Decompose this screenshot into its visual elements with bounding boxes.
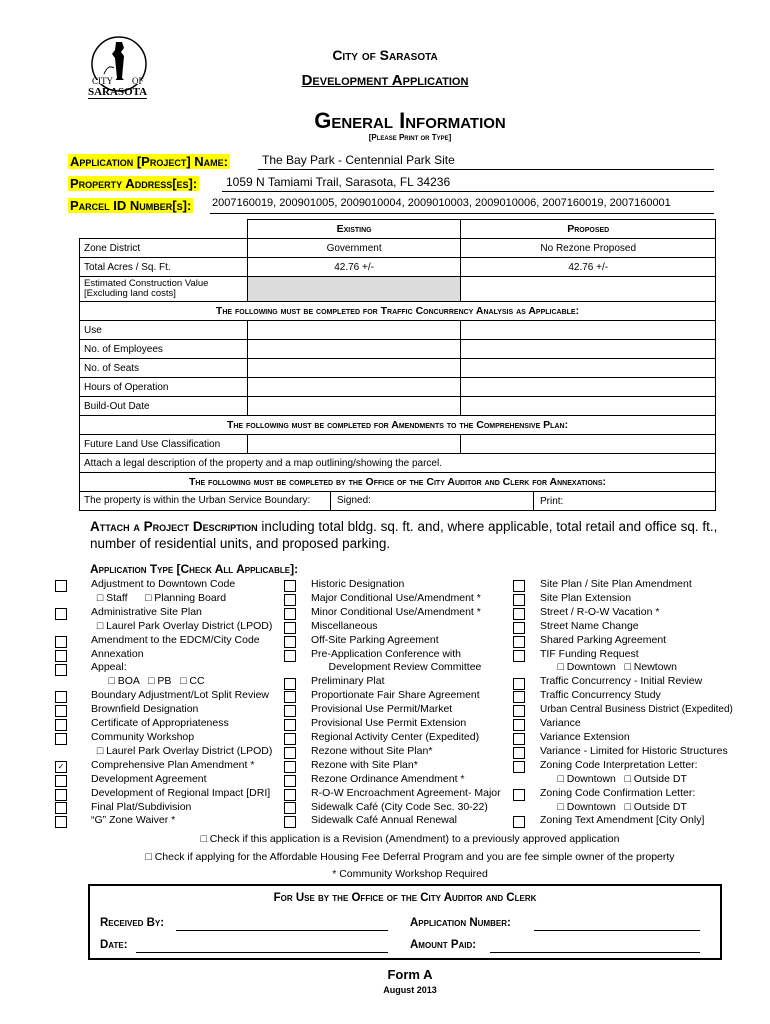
office-use-box bbox=[88, 884, 722, 960]
logo-text-city: CITY bbox=[92, 76, 113, 86]
comp-plan-section-header: The following must be completed for Amendments to the Comprehensive Plan: bbox=[80, 416, 716, 435]
row-label: Hours of Operation bbox=[80, 378, 248, 397]
revision-note[interactable]: □ Check if this application is a Revision (Amendment) to a previously approved application bbox=[200, 833, 620, 845]
app-name-label: Application [Project] Name: bbox=[70, 154, 228, 169]
checkbox[interactable] bbox=[55, 719, 67, 731]
app-type-option[interactable]: Variance bbox=[540, 717, 581, 730]
table-row bbox=[80, 397, 716, 416]
app-type-option[interactable]: Administrative Site Plan bbox=[91, 605, 202, 618]
app-type-option[interactable]: TIF Funding Request bbox=[540, 647, 639, 660]
checkbox[interactable] bbox=[513, 789, 525, 801]
checkbox[interactable] bbox=[284, 775, 296, 787]
row-label: Use bbox=[80, 321, 248, 340]
app-type-option[interactable]: Pre-Application Conference with bbox=[311, 647, 461, 660]
legal-description-note: Attach a legal description of the property and a map outlining/showing the parcel. bbox=[80, 454, 716, 473]
annexation-section-header: The following must be completed by the Office of the City Auditor and Clerk for Annexations: bbox=[80, 473, 716, 492]
app-type-option[interactable]: Sidewalk Café Annual Renewal bbox=[311, 814, 457, 827]
address-label: Property Address[es]: bbox=[70, 176, 198, 191]
app-type-option[interactable]: “G” Zone Waiver * bbox=[91, 814, 176, 827]
form-label: Form A bbox=[387, 967, 433, 982]
app-type-option[interactable]: R-O-W Encroachment Agreement- Major bbox=[311, 786, 501, 799]
app-type-option[interactable]: Development Review Committee bbox=[311, 661, 482, 674]
proposed-value[interactable]: No Rezone Proposed bbox=[461, 239, 716, 258]
checkbox[interactable] bbox=[284, 636, 296, 648]
received-by-label: Received By: bbox=[100, 917, 165, 929]
app-number-label: Application Number: bbox=[410, 917, 511, 929]
form-date: August 2013 bbox=[383, 985, 437, 995]
app-type-option[interactable]: Zoning Code Confirmation Letter: bbox=[540, 786, 696, 799]
office-box-title: For Use by the Office of the City Auditor and Clerk bbox=[273, 892, 537, 904]
app-type-option[interactable]: Zoning Text Amendment [City Only] bbox=[540, 814, 705, 827]
app-type-option[interactable]: Site Plan / Site Plan Amendment bbox=[540, 578, 692, 590]
existing-value[interactable] bbox=[247, 397, 461, 416]
checkbox[interactable] bbox=[55, 580, 67, 592]
app-type-option[interactable]: Regional Activity Center (Expedited) bbox=[311, 730, 480, 743]
checkbox[interactable] bbox=[513, 636, 525, 648]
usb-label: The property is within the Urban Service Boundary: bbox=[80, 492, 331, 510]
app-type-option[interactable]: Miscellaneous bbox=[311, 619, 378, 632]
existing-value[interactable] bbox=[247, 340, 461, 359]
proposed-value[interactable] bbox=[461, 397, 716, 416]
app-type-option[interactable]: Preliminary Plat bbox=[311, 675, 385, 688]
checkbox[interactable] bbox=[284, 622, 296, 634]
app-number-line[interactable] bbox=[534, 930, 700, 931]
date-label: Date: bbox=[100, 939, 128, 951]
checkbox[interactable] bbox=[55, 816, 67, 828]
checkbox[interactable] bbox=[513, 705, 525, 717]
app-type-option[interactable]: Amendment to the EDCM/City Code bbox=[91, 633, 260, 646]
existing-value[interactable] bbox=[247, 359, 461, 378]
app-type-col1 bbox=[91, 578, 272, 828]
doc-title: Development Application bbox=[301, 72, 469, 89]
logo-text-of: OF bbox=[132, 76, 144, 86]
checkbox[interactable] bbox=[284, 650, 296, 662]
proposed-value[interactable] bbox=[461, 277, 716, 302]
checkbox[interactable] bbox=[55, 650, 67, 662]
existing-col-header: Existing bbox=[247, 220, 461, 239]
checkbox[interactable] bbox=[513, 691, 525, 703]
row-label: Total Acres / Sq. Ft. bbox=[80, 258, 248, 277]
checkbox[interactable] bbox=[55, 775, 67, 787]
app-type-option[interactable]: Zoning Code Interpretation Letter: bbox=[540, 758, 698, 771]
checkbox[interactable] bbox=[55, 802, 67, 814]
app-type-option[interactable]: Street Name Change bbox=[540, 619, 639, 632]
checkbox[interactable]: ✓ bbox=[55, 761, 67, 773]
print-instruction: [Please Print or Type] bbox=[368, 133, 452, 142]
workshop-note: * Community Workshop Required bbox=[332, 868, 488, 880]
checkbox[interactable] bbox=[284, 580, 296, 592]
address-row bbox=[68, 175, 714, 193]
app-type-option[interactable]: □ BOA □ PB □ CC bbox=[91, 675, 205, 688]
address-line bbox=[222, 191, 714, 192]
app-type-option[interactable]: Urban Central Business District (Expedited) bbox=[540, 704, 733, 716]
app-type-option[interactable]: Sidewalk Café (City Code Sec. 30-22) bbox=[311, 800, 488, 813]
checkbox[interactable] bbox=[284, 678, 296, 690]
checkbox[interactable] bbox=[284, 789, 296, 801]
table-row bbox=[80, 359, 716, 378]
app-type-option[interactable]: □ Downtown □ Outside DT bbox=[540, 800, 687, 813]
checkbox[interactable] bbox=[513, 608, 525, 620]
checkbox[interactable] bbox=[55, 636, 67, 648]
parcel-row bbox=[68, 197, 714, 215]
checkbox[interactable] bbox=[513, 678, 525, 690]
proposed-value[interactable]: 42.76 +/- bbox=[461, 258, 716, 277]
app-type-col3 bbox=[540, 578, 733, 828]
city-header: City of Sarasota bbox=[332, 47, 438, 63]
checkbox[interactable] bbox=[284, 691, 296, 703]
app-type-option[interactable]: Proportionate Fair Share Agreement bbox=[311, 689, 480, 702]
app-type-option[interactable]: Brownfield Designation bbox=[91, 703, 199, 716]
address-value[interactable]: 1059 N Tamiami Trail, Sarasota, FL 34236 bbox=[226, 175, 451, 189]
app-type-option[interactable]: Rezone with Site Plan* bbox=[311, 758, 418, 771]
checkbox[interactable] bbox=[284, 816, 296, 828]
affordable-housing-note[interactable]: □ Check if applying for the Affordable Housing Fee Deferral Program and you are fee simple owner of the property bbox=[145, 851, 675, 863]
checkbox[interactable] bbox=[284, 594, 296, 606]
app-type-option[interactable]: Traffic Concurrency Study bbox=[540, 689, 661, 702]
section-title: General Information bbox=[314, 108, 506, 133]
checkbox[interactable] bbox=[55, 608, 67, 620]
proposed-value[interactable] bbox=[461, 340, 716, 359]
row-label: No. of Employees bbox=[80, 340, 248, 359]
parcel-value[interactable]: 2007160019, 200901005, 2009010004, 2009010003, 2009010006, 2007160019, 2007160001 bbox=[212, 197, 671, 209]
checkbox[interactable] bbox=[513, 580, 525, 592]
row-label: Estimated Construction Value [Excluding land costs] bbox=[80, 277, 248, 302]
app-type-option[interactable]: Final Plat/Subdivision bbox=[91, 800, 192, 813]
checkbox[interactable] bbox=[284, 747, 296, 759]
app-type-option[interactable]: Development Agreement bbox=[91, 772, 207, 785]
checkbox[interactable] bbox=[284, 761, 296, 773]
app-type-option[interactable]: Development of Regional Impact [DRI] bbox=[91, 786, 271, 799]
amount-paid-label: Amount Paid: bbox=[410, 939, 477, 951]
app-type-option[interactable]: Variance - Limited for Historic Structures bbox=[540, 744, 728, 757]
app-type-option[interactable]: □ Downtown □ Newtown bbox=[540, 661, 677, 674]
app-name-row bbox=[68, 153, 714, 171]
app-name-value[interactable]: The Bay Park - Centennial Park Site bbox=[262, 153, 455, 167]
app-type-option[interactable]: □ Laurel Park Overlay District (LPOD) bbox=[91, 619, 273, 632]
existing-value[interactable] bbox=[247, 435, 461, 454]
traffic-section-header: The following must be completed for Traffic Concurrency Analysis as Applicable: bbox=[80, 302, 716, 321]
attach-rest: including total bldg. sq. ft. and, where applicable, total retail and office sq. ft., number of residential units, and proposed parking. bbox=[90, 519, 718, 551]
checkbox[interactable] bbox=[513, 650, 525, 662]
app-type-option[interactable]: Certificate of Appropriateness bbox=[91, 717, 229, 730]
app-type-option[interactable]: Off-Site Parking Agreement bbox=[311, 633, 439, 646]
app-type-option[interactable]: Historic Designation bbox=[311, 578, 405, 590]
info-table bbox=[79, 219, 716, 511]
app-type-option[interactable]: Appeal: bbox=[91, 661, 127, 674]
app-type-option[interactable]: Street / R-O-W Vacation * bbox=[540, 605, 660, 618]
checkbox[interactable] bbox=[513, 594, 525, 606]
row-label: Future Land Use Classification bbox=[80, 435, 248, 454]
table-row bbox=[80, 435, 716, 454]
app-type-option[interactable]: Provisional Use Permit Extension bbox=[311, 717, 467, 730]
row-label: Build-Out Date bbox=[80, 397, 248, 416]
checkbox[interactable] bbox=[284, 733, 296, 745]
app-type-option[interactable]: Shared Parking Agreement bbox=[540, 633, 667, 646]
app-type-option[interactable]: Boundary Adjustment/Lot Split Review bbox=[91, 689, 270, 702]
app-type-option[interactable]: Community Workshop bbox=[91, 730, 195, 743]
date-line[interactable] bbox=[136, 952, 388, 953]
parcel-label: Parcel ID Number[s]: bbox=[70, 198, 192, 213]
app-type-option[interactable]: □ Staff □ Planning Board bbox=[91, 591, 227, 604]
table-row bbox=[80, 321, 716, 340]
checkbox[interactable] bbox=[284, 719, 296, 731]
blank-header-cell bbox=[80, 220, 248, 239]
app-type-option[interactable]: Site Plan Extension bbox=[540, 591, 632, 604]
app-type-col2 bbox=[311, 578, 501, 828]
attach-bold: Attach a Project Description bbox=[90, 519, 258, 534]
existing-value[interactable] bbox=[247, 277, 461, 302]
table-row bbox=[80, 378, 716, 397]
received-by-line[interactable] bbox=[176, 930, 388, 931]
signed-field[interactable]: Signed: bbox=[331, 492, 534, 510]
app-type-option[interactable]: Rezone without Site Plan* bbox=[311, 744, 433, 757]
app-type-option[interactable]: Annexation bbox=[91, 647, 144, 660]
app-type-option[interactable]: Minor Conditional Use/Amendment * bbox=[311, 605, 481, 618]
checkbox[interactable] bbox=[513, 816, 525, 828]
proposed-value[interactable] bbox=[461, 359, 716, 378]
row-label: No. of Seats bbox=[80, 359, 248, 378]
existing-value[interactable] bbox=[247, 378, 461, 397]
checkbox[interactable] bbox=[513, 719, 525, 731]
app-type-option[interactable]: Variance Extension bbox=[540, 730, 630, 743]
existing-value[interactable]: 42.76 +/- bbox=[247, 258, 461, 277]
existing-value[interactable]: Government bbox=[247, 239, 461, 258]
checkbox[interactable] bbox=[513, 761, 525, 773]
app-name-line bbox=[258, 169, 714, 170]
app-type-option[interactable]: Major Conditional Use/Amendment * bbox=[311, 591, 481, 604]
row-label: Zone District bbox=[80, 239, 248, 258]
table-row bbox=[80, 492, 716, 511]
proposed-value[interactable] bbox=[461, 321, 716, 340]
app-type-option[interactable]: □ Downtown □ Outside DT bbox=[540, 772, 687, 785]
table-row bbox=[80, 258, 716, 277]
checkbox[interactable] bbox=[284, 608, 296, 620]
checkbox[interactable] bbox=[284, 802, 296, 814]
checkbox[interactable] bbox=[55, 733, 67, 745]
checkbox[interactable] bbox=[284, 705, 296, 717]
checkbox[interactable] bbox=[513, 733, 525, 745]
table-row bbox=[80, 277, 716, 302]
checkbox[interactable] bbox=[55, 705, 67, 717]
app-type-label: Application Type [Check All Applicable]: bbox=[90, 562, 299, 576]
city-logo bbox=[86, 34, 152, 106]
existing-value[interactable] bbox=[247, 321, 461, 340]
proposed-value[interactable] bbox=[461, 378, 716, 397]
attach-description bbox=[90, 518, 730, 552]
table-row bbox=[80, 340, 716, 359]
amount-paid-line[interactable] bbox=[490, 952, 700, 953]
logo-text-sarasota: SARASOTA bbox=[88, 86, 148, 98]
app-type-option[interactable]: Rezone Ordinance Amendment * bbox=[311, 772, 465, 785]
proposed-value[interactable] bbox=[461, 435, 716, 454]
checkbox[interactable] bbox=[513, 747, 525, 759]
proposed-col-header: Proposed bbox=[461, 220, 716, 239]
app-type-option[interactable]: Adjustment to Downtown Code bbox=[91, 578, 236, 590]
checkbox[interactable] bbox=[55, 664, 67, 676]
app-type-option[interactable]: Traffic Concurrency - Initial Review bbox=[540, 675, 703, 688]
table-row bbox=[80, 239, 716, 258]
app-type-option[interactable]: Comprehensive Plan Amendment * bbox=[91, 758, 255, 771]
checkbox[interactable] bbox=[55, 691, 67, 703]
checkbox[interactable] bbox=[55, 789, 67, 801]
parcel-line bbox=[210, 213, 714, 214]
checkbox[interactable] bbox=[513, 622, 525, 634]
print-field[interactable]: Print: bbox=[540, 495, 564, 507]
app-type-option[interactable]: □ Laurel Park Overlay District (LPOD) bbox=[91, 744, 273, 757]
app-type-option[interactable]: Provisional Use Permit/Market bbox=[311, 703, 453, 716]
